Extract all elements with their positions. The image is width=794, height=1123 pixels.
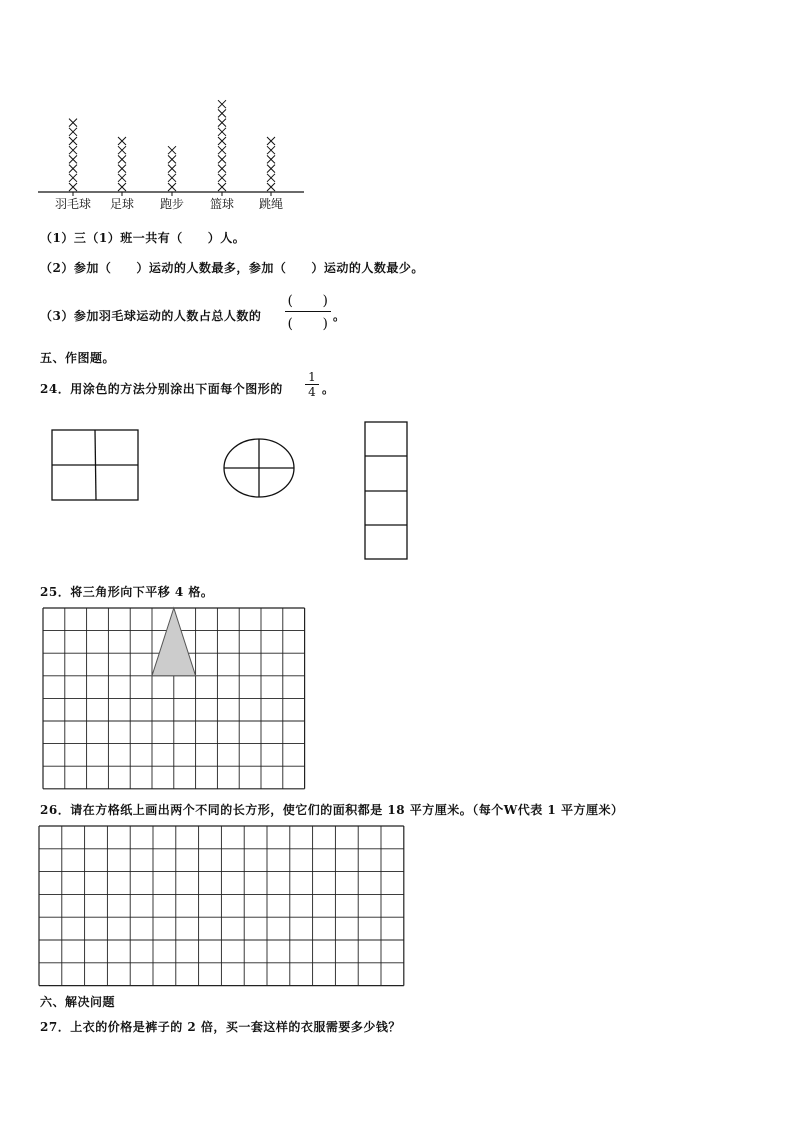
chart-mark [69, 137, 77, 145]
chart-mark [267, 174, 275, 182]
chart-mark [218, 128, 226, 136]
chart-mark [218, 183, 226, 191]
chart-mark [168, 146, 176, 154]
fraction-numerator: 1 [308, 370, 316, 384]
chart-mark [267, 146, 275, 154]
chart-mark [69, 119, 77, 127]
chart-mark [267, 155, 275, 163]
chart-mark [267, 183, 275, 191]
q26-grid [38, 825, 413, 990]
chart-mark [168, 155, 176, 163]
chart-mark [69, 155, 77, 163]
chart-mark [69, 174, 77, 182]
question-1: （1）三（1）班一共有（ ）人。 [40, 231, 246, 245]
chart-mark [267, 137, 275, 145]
chart-mark [168, 183, 176, 191]
answer-fraction [285, 290, 331, 333]
section-6-title: 六、解决问题 [40, 995, 116, 1009]
chart-column-0 [69, 119, 77, 191]
chart-column-2 [168, 146, 176, 191]
chart-mark [118, 183, 126, 191]
fraction-bar [285, 311, 331, 312]
chart-mark [69, 183, 77, 191]
chart-mark [218, 119, 226, 127]
triangle [152, 608, 196, 676]
question-24: 24．用涂色的方法分别涂出下面每个图形的 [40, 382, 283, 396]
chart-mark [218, 137, 226, 145]
chart-mark [69, 128, 77, 136]
chart-mark [118, 155, 126, 163]
chart-mark [118, 165, 126, 173]
chart-mark [218, 100, 226, 108]
q25-grid [42, 607, 312, 797]
question-3-end: 。 [333, 309, 346, 323]
question-2: （2）参加（ ）运动的人数最多，参加（ ）运动的人数最少。 [40, 261, 424, 275]
section-5-title: 五、作图题。 [40, 351, 116, 365]
chart-mark [69, 165, 77, 173]
question-25: 25．将三角形向下平移 4 格。 [40, 585, 214, 599]
chart-mark [118, 174, 126, 182]
q24-shapes [0, 415, 794, 575]
chart-category-label: 跑步 [159, 197, 184, 211]
chart-mark [218, 146, 226, 154]
chart-mark [218, 165, 226, 173]
rectangle-divided-into-four [365, 422, 407, 559]
chart-mark [218, 109, 226, 117]
fraction-numerator-blank: ( ) [287, 293, 329, 309]
chart-mark [69, 146, 77, 154]
chart-category-label: 足球 [109, 197, 134, 211]
circle-divided-into-four [224, 439, 294, 497]
chart-column-4 [267, 137, 275, 191]
quarter-fraction [305, 370, 319, 399]
square-divided-into-four [52, 430, 138, 500]
chart-column-1 [118, 137, 126, 191]
question-27: 27．上衣的价格是裤子的 2 倍，买一套这样的衣服需要多少钱？ [40, 1020, 401, 1034]
question-24-end: 。 [322, 382, 335, 396]
chart-mark [168, 174, 176, 182]
chart-mark [168, 165, 176, 173]
fraction-denominator-blank: ( ) [287, 316, 329, 332]
chart-mark [118, 137, 126, 145]
chart-mark [118, 146, 126, 154]
chart-category-label: 篮球 [209, 197, 234, 211]
chart-mark [267, 165, 275, 173]
chart-mark [218, 174, 226, 182]
fraction-denominator: 4 [308, 385, 316, 399]
chart-category-label: 跳绳 [258, 197, 283, 211]
chart-column-3 [218, 100, 226, 191]
chart-category-label: 羽毛球 [54, 197, 91, 211]
question-3: （3）参加羽毛球运动的人数占总人数的 [40, 309, 262, 323]
chart-mark [218, 155, 226, 163]
question-26: 26．请在方格纸上画出两个不同的长方形，使它们的面积都是 18 平方厘米。（每个W代表 1 平方厘米） [40, 803, 624, 817]
